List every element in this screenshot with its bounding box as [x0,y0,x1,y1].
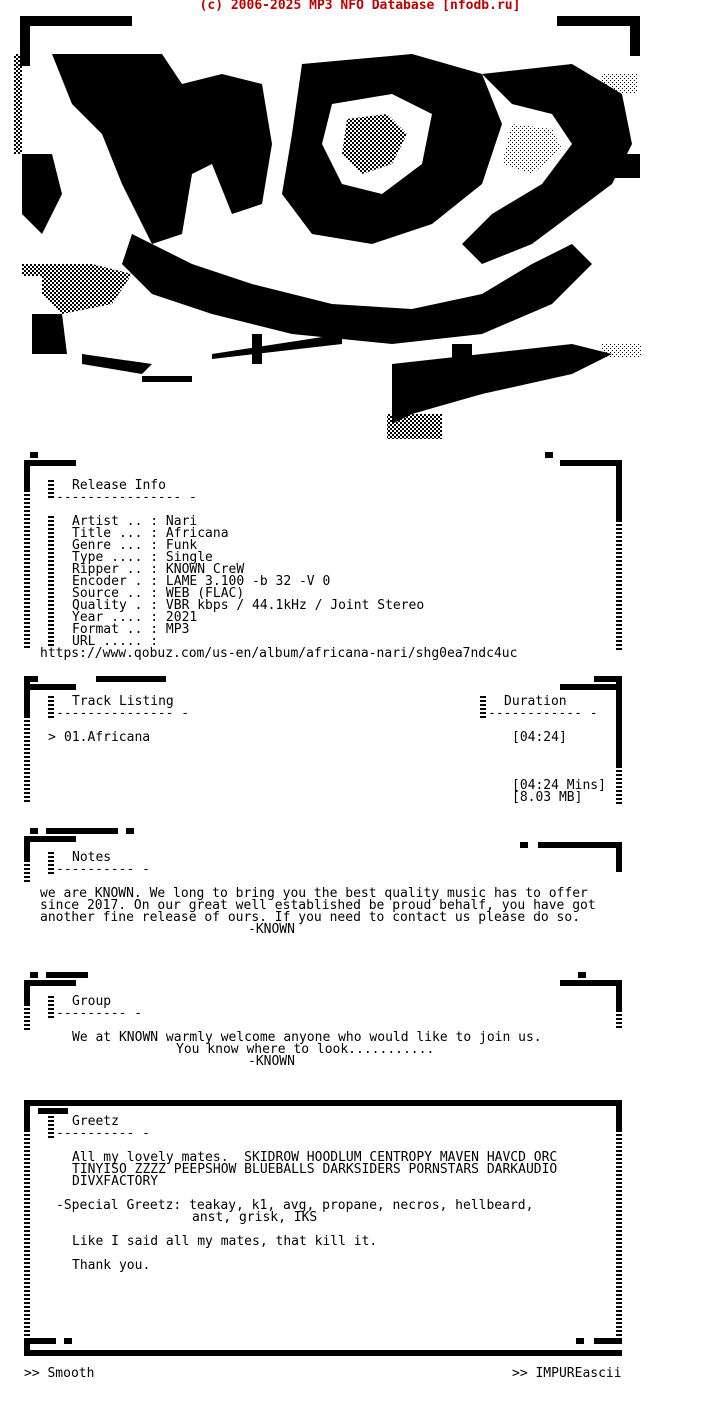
footer-credit-right: >> IMPUREascii [512,1366,622,1381]
field-encoder: Encoder . : LAME 3.100 -b 32 -V 0 [72,574,331,589]
field-genre: Genre ... : Funk [72,538,198,553]
field-ripper: Ripper .. : KNOWN CreW [72,562,245,577]
duration-heading: Duration [504,694,567,709]
greetz-mates-line: All my lovely mates. SKIDROW HOODLUM CENTROPY MAVEN HAVCD ORC [72,1150,558,1165]
greetz-special-line: -Special Greetz: teakay, k1, avg, propane, necros, hellbeard, [56,1198,534,1213]
logo-signature: sM [577,83,592,97]
group-heading: Group [72,994,112,1009]
field-title: Title ... : Africana [72,526,229,541]
total-time: [04:24 Mins] [512,778,606,793]
greetz-underline: ---------- - [56,1126,150,1141]
group-line: You know where to look........... [176,1042,435,1057]
total-size: [8.03 MB] [512,790,583,805]
release-info-heading: Release Info [72,478,166,493]
group-underline: --------- - [56,1006,143,1021]
duration-underline: ------------ - [488,706,598,721]
track-marker-icon: > [48,730,56,745]
field-source: Source .. : WEB (FLAC) [72,586,245,601]
greetz-heading: Greetz [72,1114,119,1129]
release-url-link[interactable]: https://www.qobuz.com/us-en/album/africana-nari/shg0ea7ndc4uc [40,646,518,661]
greetz-special-line: anst, grisk, IKS [192,1210,318,1225]
field-year: Year .... : 2021 [72,610,198,625]
release-info-underline: ---------------- - [56,490,197,505]
greetz-mates-line: DIVXFACTORY [72,1174,159,1189]
greetz-thanks: Thank you. [72,1258,151,1273]
field-url: URL ..... : [72,634,166,649]
notes-underline: ---------- - [56,862,150,877]
notes-line: another fine release of ours. If you need to contact us please do so. [40,910,581,925]
greetz-mates-kill-line: Like I said all my mates, that kill it. [72,1234,378,1249]
greetz-mates-line: TINYISO ZZZZ PEEPSHOW BLUEBALLS DARKSIDERS PORNSTARS DARKAUDIO [72,1162,558,1177]
notes-heading: Notes [72,850,112,865]
field-quality: Quality . : VBR kbps / 44.1kHz / Joint Stereo [72,598,425,613]
notes-line: we are KNOWN. We long to bring you the best quality music has to offer [40,886,588,901]
notes-signoff: -KNOWN [248,922,295,937]
group-signoff: -KNOWN [248,1054,295,1069]
ascii-logo-art [12,14,642,444]
footer-credit-left: >> Smooth [24,1366,95,1381]
copyright-banner: (c) 2006-2025 MP3 NFO Database [nfodb.ru] [199,0,521,13]
field-type: Type .... : Single [72,550,213,565]
track-listing-underline: --------------- - [56,706,190,721]
track-name: 01.Africana [64,730,151,745]
group-line: We at KNOWN warmly welcome anyone who would like to join us. [72,1030,542,1045]
track-listing-heading: Track Listing [72,694,174,709]
notes-line: since 2017. On our great well established be proud behalf, you have got [40,898,596,913]
track-duration: [04:24] [512,730,567,745]
field-artist: Artist .. : Nari [72,514,198,529]
field-format: Format .. : MP3 [72,622,190,637]
